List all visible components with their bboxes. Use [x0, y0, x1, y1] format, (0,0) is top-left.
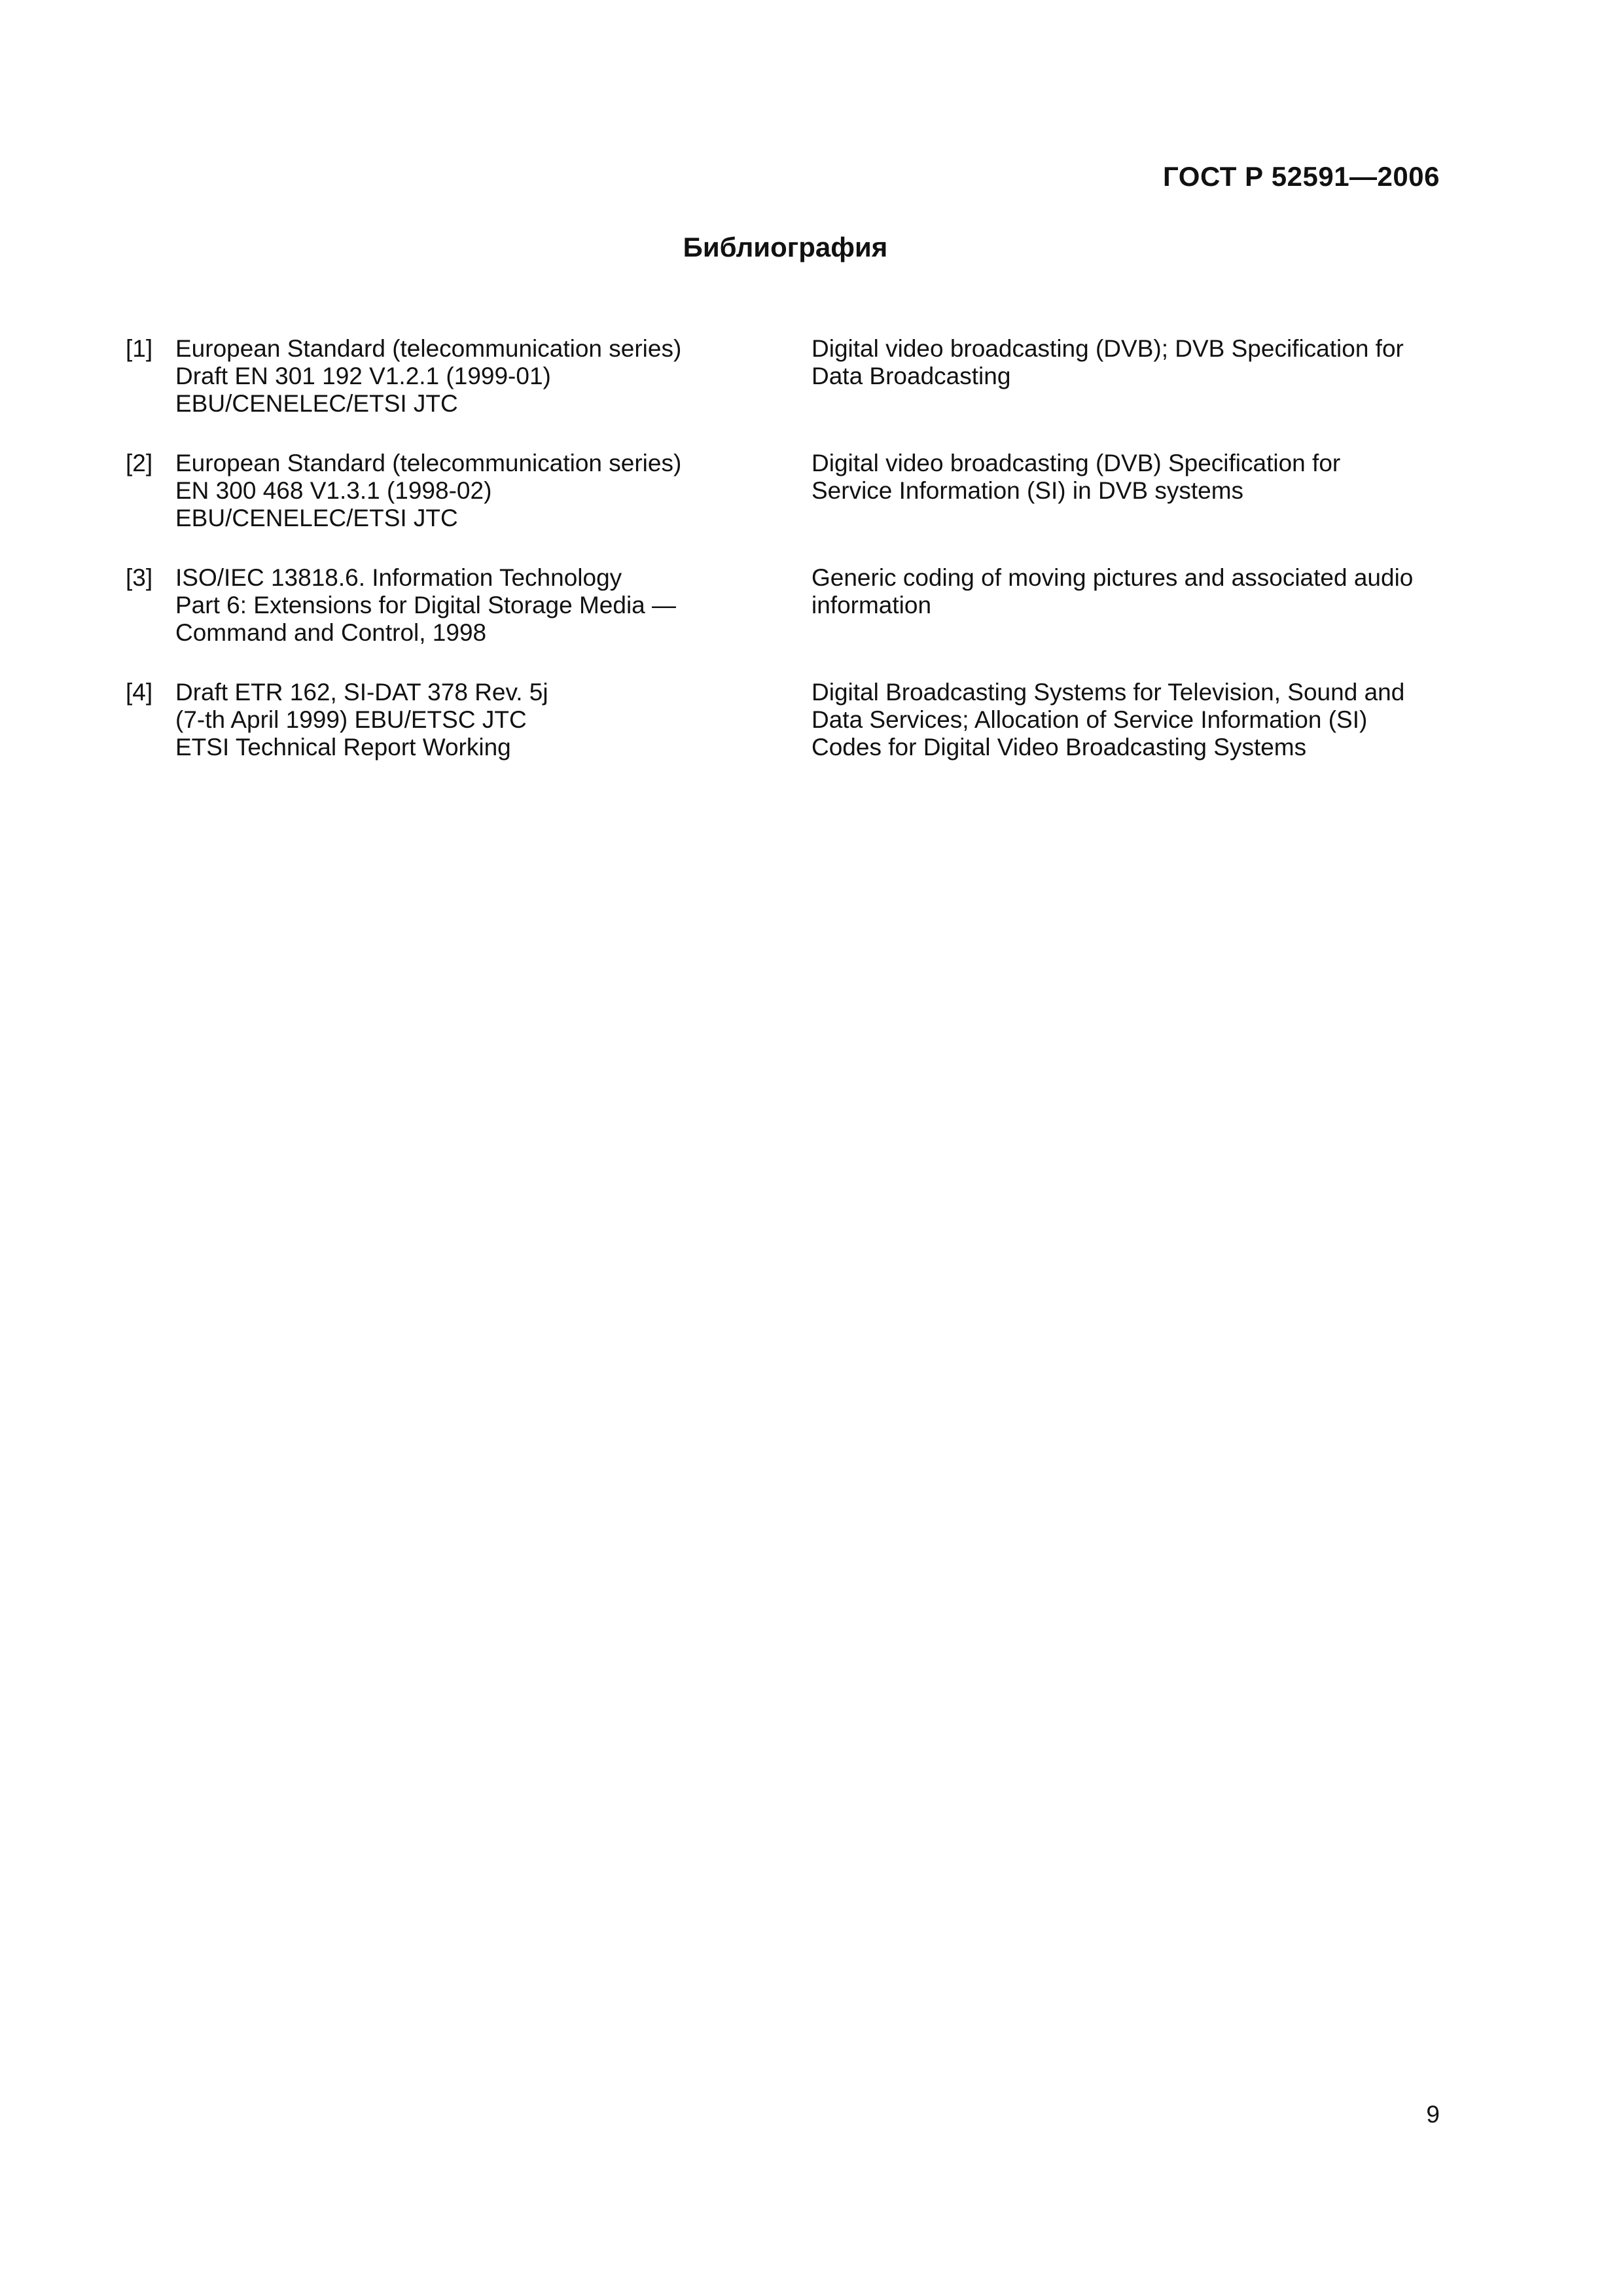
- description-line: Data Services; Allocation of Service Information (SI): [812, 706, 1368, 733]
- source-line: Command and Control, 1998: [175, 619, 487, 646]
- entry-description: [812, 679, 1440, 761]
- source-line: Draft EN 301 192 V1.2.1 (1999-01): [175, 363, 551, 389]
- page-number: 9: [1426, 2101, 1440, 2128]
- entry-number: [3]: [126, 564, 153, 591]
- entry-source: [175, 564, 812, 647]
- entry-description: [812, 335, 1440, 390]
- page-title: Библиография: [683, 232, 888, 262]
- bibliography-entry: [126, 564, 1435, 647]
- source-line: EBU/CENELEC/ETSI JTC: [175, 390, 458, 417]
- entry-number: [2]: [126, 450, 153, 476]
- entry-number: [4]: [126, 679, 153, 706]
- entry-source: [175, 679, 812, 761]
- source-line: European Standard (telecommunication series): [175, 335, 682, 362]
- description-line: Data Broadcasting: [812, 363, 1011, 389]
- description-line: Codes for Digital Video Broadcasting Systems: [812, 734, 1307, 761]
- source-line: European Standard (telecommunication series): [175, 450, 682, 476]
- bibliography-list: [126, 335, 1435, 793]
- bibliography-entry: [126, 679, 1435, 761]
- source-line: EN 300 468 V1.3.1 (1998-02): [175, 477, 492, 504]
- description-line: Digital video broadcasting (DVB) Specification for: [812, 450, 1341, 476]
- entry-source: [175, 335, 812, 418]
- description-line: Digital video broadcasting (DVB); DVB Specification for: [812, 335, 1404, 362]
- source-line: EBU/CENELEC/ETSI JTC: [175, 505, 458, 531]
- entry-source: [175, 450, 812, 532]
- source-line: ETSI Technical Report Working: [175, 734, 511, 761]
- source-line: (7-th April 1999) EBU/ETSC JTC: [175, 706, 527, 733]
- description-line: Digital Broadcasting Systems for Television, Sound and: [812, 679, 1405, 706]
- description-line: Service Information (SI) in DVB systems: [812, 477, 1244, 504]
- source-line: ISO/IEC 13818.6. Information Technology: [175, 564, 622, 591]
- bibliography-entry: [126, 335, 1435, 418]
- description-line: Generic coding of moving pictures and associated audio: [812, 564, 1414, 591]
- description-line: information: [812, 592, 932, 619]
- entry-description: [812, 564, 1440, 619]
- document-code: ГОСТ Р 52591—2006: [1163, 161, 1440, 192]
- bibliography-entry: [126, 450, 1435, 532]
- entry-description: [812, 450, 1440, 505]
- source-line: Draft ETR 162, SI-DAT 378 Rev. 5j: [175, 679, 548, 706]
- source-line: Part 6: Extensions for Digital Storage Media —: [175, 592, 677, 619]
- entry-number: [1]: [126, 335, 153, 362]
